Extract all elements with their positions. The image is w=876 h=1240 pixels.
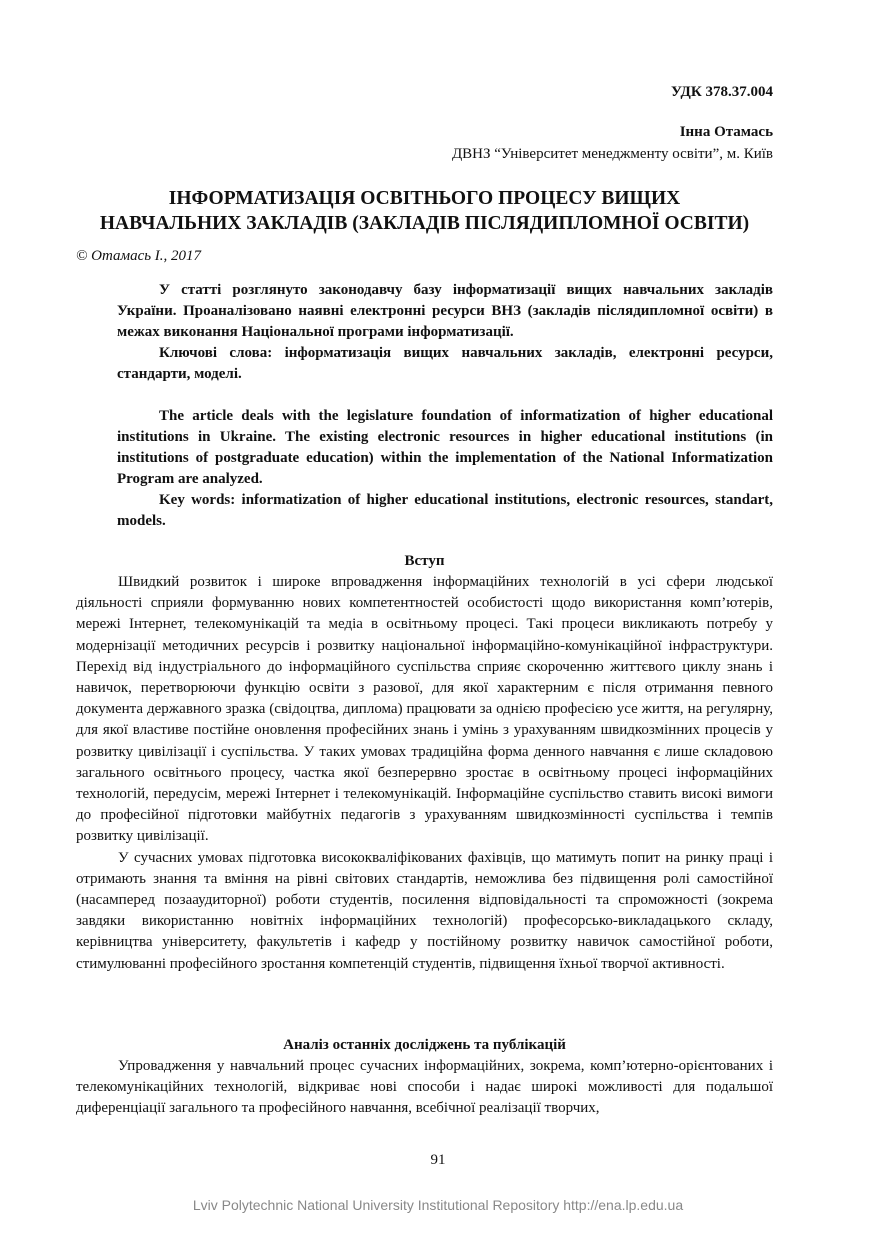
page-number: 91 [430,1152,446,1168]
copyright-line: © Отамась І., 2017 [76,248,202,264]
intro-paragraph-2: У сучасних умовах підготовка висококваліфікованих фахівців, що матимуть попит на ринку праці і отримають знання та вміння на рівні світових стандартів, неможлива без підвищення ролі самостійної (насамперед позааудиторної) роботи студентів, посилення відповідальності та спроможності (зокрема завдяки використанню новітніх інформаційних технологій) професорсько-викладацького складу, керівництва університету, факультетів і кафедр у постійному розвитку навичок самостійної роботи, стимулюванні професійного зростання компетенцій студентів, підвищення їхньої творчої активності. [76,849,773,972]
article-title [76,186,773,236]
repository-footer: Lviv Polytechnic National University Institutional Repository http://ena.lp.edu.ua [192,1197,684,1213]
udk-code: УДК 378.37.004 [671,84,773,100]
section-intro-body [76,572,773,975]
abstract-uk-keywords: Ключові слова: інформатизація вищих навчальних закладів, електронні ресурси, стандарти, моделі. [117,345,773,382]
literature-paragraph-1: Упровадження у навчальний процес сучасних інформаційних, зокрема, комп’ютерно-орієнтованих і телекомунікаційних технологій, відкриває нові способи і надає широкі можливості для подальшої диференціації загального та професійного навчання, всебічної реалізації творчих, [76,1058,773,1117]
author-name: Інна Отамась [679,124,773,140]
section-heading-intro: Вступ [404,553,445,569]
abstract-english [117,406,773,532]
abstract-en-keywords: Key words: informatization of higher educational institutions, electronic resources, standart, models. [117,492,773,529]
abstract-uk-text: У статті розглянуто законодавчу базу інформатизації вищих навчальних закладів України. Проаналізовано наявні електронні ресурси ВНЗ (закладів післядипломної освіти) в межах виконання Національної програми інформатизації. [117,282,773,340]
abstract-en-text: The article deals with the legislature foundation of informatization of higher educational institutions in Ukraine. The existing electronic resources in higher educational institutions (in institutions of postgraduate education) within the implementation of the National Informatization Program are analyzed. [117,408,773,487]
author-affiliation: ДВНЗ “Університет менеджменту освіти”, м. Київ [451,146,773,162]
abstract-ukrainian [117,280,773,385]
section-heading-literature: Аналіз останніх досліджень та публікацій [283,1037,566,1053]
section-literature-body [76,1056,773,1120]
title-line-2: НАВЧАЛЬНИХ ЗАКЛАДІВ (ЗАКЛАДІВ ПІСЛЯДИПЛОМНОЇ ОСВІТИ) [99,213,750,234]
title-line-1: ІНФОРМАТИЗАЦІЯ ОСВІТНЬОГО ПРОЦЕСУ ВИЩИХ [168,188,681,209]
intro-paragraph-1: Швидкий розвиток і широке впровадження інформаційних технологій в усі сфери людської діяльності сприяли формуванню нових компетентностей особистості щодо використання комп’ютерів, мережі Інтернет, телекомунікацій та медіа в освітньому процесі. Такі процеси викликають потребу у модернізації методичних ресурсів і розвитку національної інформаційно-комунікаційної інфраструктури. Перехід від індустріального до інформаційного суспільства сприяє скороченню життєвого циклу знань і навичок, перетворюючи функцію освіти з разової, для якої характерним є після отримання певного документа державного зразка (свідоцтва, диплома) працювати за однією професією усе життя, на регулярну, для якої властиве постійне оновлення професійних знань і умінь з урахуванням швидкозмінних процесів у розвитку цивілізації і суспільства. У таких умовах традиційна форма денного навчання є лише складовою загального освітнього процесу, частка якої безперервно зростає в освітньому процесі інформаційних технологій, передусім, мережі Інтернет і телекомунікацій. Інформаційне суспільство ставить високі вимоги до професійної підготовки майбутніх педагогів з урахуванням швидкозмінності суспільства і темпів розвитку цивілізації. [76,574,773,845]
